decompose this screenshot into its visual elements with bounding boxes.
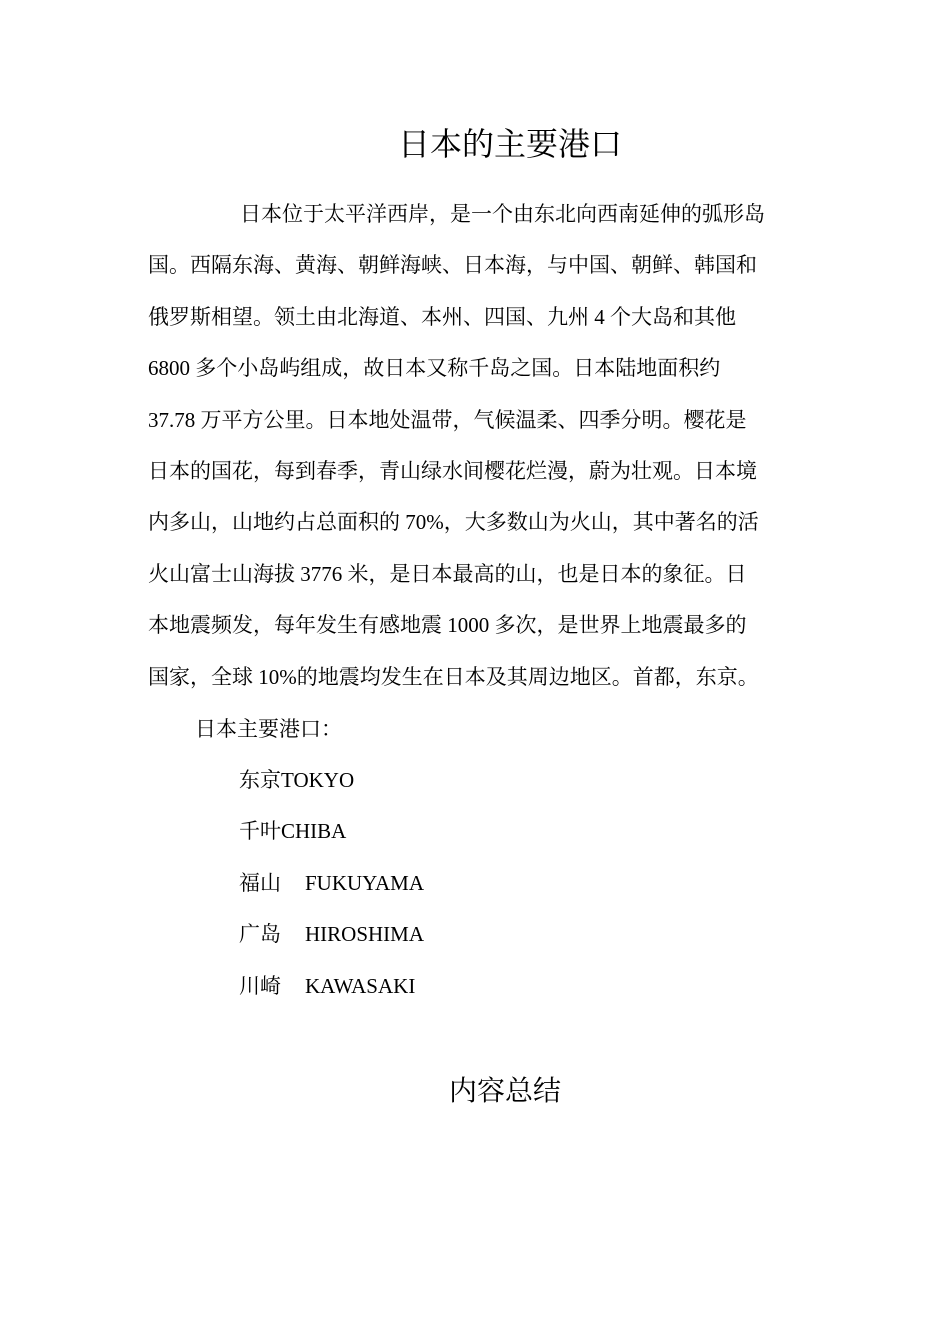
ports-list bbox=[239, 755, 424, 1012]
paragraph-line: 国。西隔东海、黄海、朝鲜海峡、日本海，与中国、朝鲜、韩国和 bbox=[148, 253, 757, 278]
port-name-english: TOKYO bbox=[281, 768, 355, 792]
port-item bbox=[239, 858, 424, 909]
port-item bbox=[239, 806, 424, 857]
intro-paragraph bbox=[148, 189, 808, 703]
ports-heading: 日本主要港口： bbox=[195, 717, 342, 741]
port-name-chinese: 千叶 bbox=[239, 819, 281, 844]
paragraph-line: 国家，全球 10%的地震均发生在日本及其周边地区。首都，东京。 bbox=[148, 664, 759, 689]
port-name-chinese: 川崎 bbox=[239, 973, 281, 998]
paragraph-line: 本地震频发，每年发生有感地震 1000 多次，是世界上地震最多的 bbox=[148, 613, 747, 638]
paragraph-line: 6800 多个小岛屿组成，故日本又称千岛之国。日本陆地面积约 bbox=[148, 356, 721, 381]
port-item bbox=[239, 755, 424, 806]
paragraph-line: 37.78 万平方公里。日本地处温带，气候温柔、四季分明。樱花是 bbox=[148, 407, 747, 432]
paragraph-line: 日本的国花，每到春季，青山绿水间樱花烂漫，蔚为壮观。日本境 bbox=[148, 458, 757, 483]
paragraph-line: 俄罗斯相望。领土由北海道、本州、四国、九州 4 个大岛和其他 bbox=[148, 304, 736, 329]
port-name-chinese: 东京 bbox=[239, 768, 281, 792]
paragraph-line: 内多山，山地约占总面积的 70%，大多数山为火山，其中著名的活 bbox=[148, 510, 759, 535]
paragraph-line: 火山富士山海拔 3776 米，是日本最高的山，也是日本的象征。日 bbox=[148, 561, 747, 586]
port-name-english: KAWASAKI bbox=[305, 973, 416, 998]
port-item bbox=[239, 961, 424, 1012]
paragraph-line: 日本位于太平洋西岸，是一个由东北向西南延伸的弧形岛 bbox=[240, 202, 765, 226]
summary-heading: 内容总结 bbox=[448, 1076, 561, 1107]
page-title: 日本的主要港口 bbox=[397, 126, 622, 162]
port-name-english: FUKUYAMA bbox=[305, 870, 425, 895]
port-name-chinese: 广岛 bbox=[239, 922, 281, 947]
port-item bbox=[239, 909, 424, 960]
port-name-chinese: 福山 bbox=[239, 870, 281, 895]
port-name-english: CHIBA bbox=[281, 819, 347, 844]
port-name-english: HIROSHIMA bbox=[305, 922, 425, 947]
